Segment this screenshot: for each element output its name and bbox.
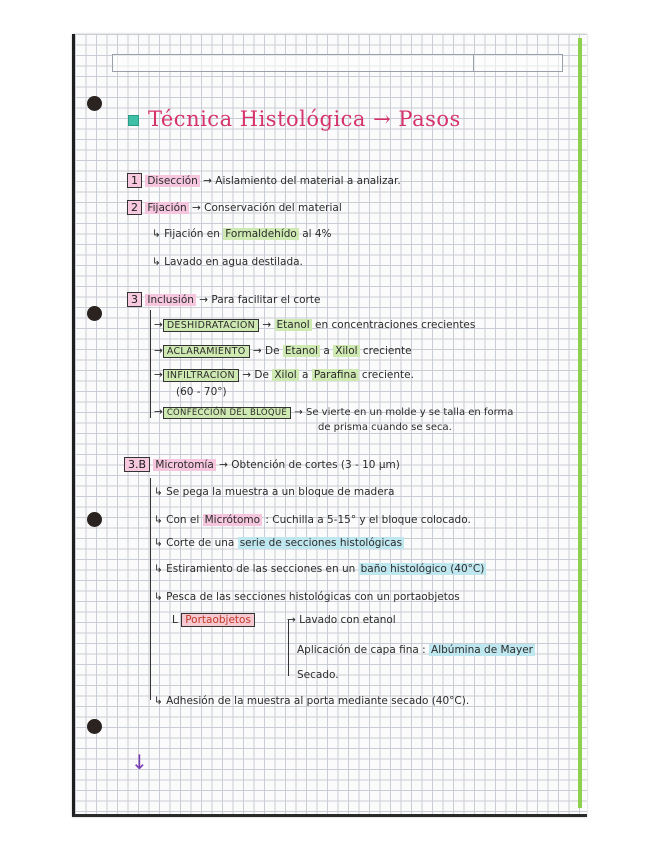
portaobjetos-group: L Portaobjetos <box>172 614 255 626</box>
binder-hole <box>87 306 102 321</box>
header-band <box>112 54 563 72</box>
step-3-bloque: → CONFECCIÓN DEL BLOQUE → Se vierte en un molde y se talla en forma <box>154 406 514 418</box>
step-3-bracket <box>150 310 151 418</box>
step-3b-item-1: ↳ Se pega la muestra a un bloque de madera <box>154 486 395 498</box>
page-title: Técnica Histológica → Pasos <box>128 107 461 131</box>
binder-hole <box>87 512 102 527</box>
binder-hole <box>87 719 102 734</box>
step-2: 2 Fijación → Conservación del material <box>127 200 342 215</box>
step-2-sub-2: ↳ Lavado en agua destilada. <box>152 256 303 268</box>
step-1: 1 Disección → Aislamiento del material a analizar. <box>127 173 401 188</box>
step-3b-item-5: ↳ Pesca de las secciones histológicas con un portaobjetos <box>154 591 460 603</box>
green-margin-line <box>578 38 582 808</box>
step-3b-item-3: ↳ Corte de una serie de secciones histológicas <box>154 537 403 549</box>
binder-hole <box>87 96 102 111</box>
portaobjetos-bracket <box>288 620 289 676</box>
title-bullet-icon <box>128 115 139 126</box>
step-2-sub-1: ↳ Fijación en Formaldehído al 4% <box>152 228 332 240</box>
step-3: 3 Inclusión → Para facilitar el corte <box>127 292 320 307</box>
step-3b-item-4: ↳ Estiramiento de las secciones en un baño histológico (40°C) <box>154 563 485 575</box>
step-3b-bracket <box>150 478 151 700</box>
step-3b-item-2: ↳ Con el Micrótomo : Cuchilla a 5-15° y el bloque colocado. <box>154 514 471 526</box>
step-3-deshidratacion: → DESHIDRATACIÓN → Etanol en concentraciones crecientes <box>154 319 476 331</box>
down-arrow-icon: ↓ <box>131 750 148 774</box>
step-3-bloque-cont: de prisma cuando se seca. <box>318 422 452 433</box>
step-3-infiltracion: → INFILTRACIÓN → De Xilol a Parafina creciente. <box>154 369 414 381</box>
step-3b-item-7: ↳ Adhesión de la muestra al porta mediante secado (40°C). <box>154 695 470 707</box>
portaobjetos-secado: Secado. <box>297 669 339 681</box>
step-3-temperature: (60 - 70°) <box>176 386 227 398</box>
step-3b: 3.B Microtomía → Obtención de cortes (3 - 10 µm) <box>124 457 400 472</box>
portaobjetos-aplicacion: Aplicación de capa fina : Albúmina de Mayer <box>297 644 533 656</box>
step-3-aclaramiento: → ACLARAMIENTO → De Etanol a Xilol creciente <box>154 345 412 357</box>
portaobjetos-lavado: → Lavado con etanol <box>287 614 396 626</box>
